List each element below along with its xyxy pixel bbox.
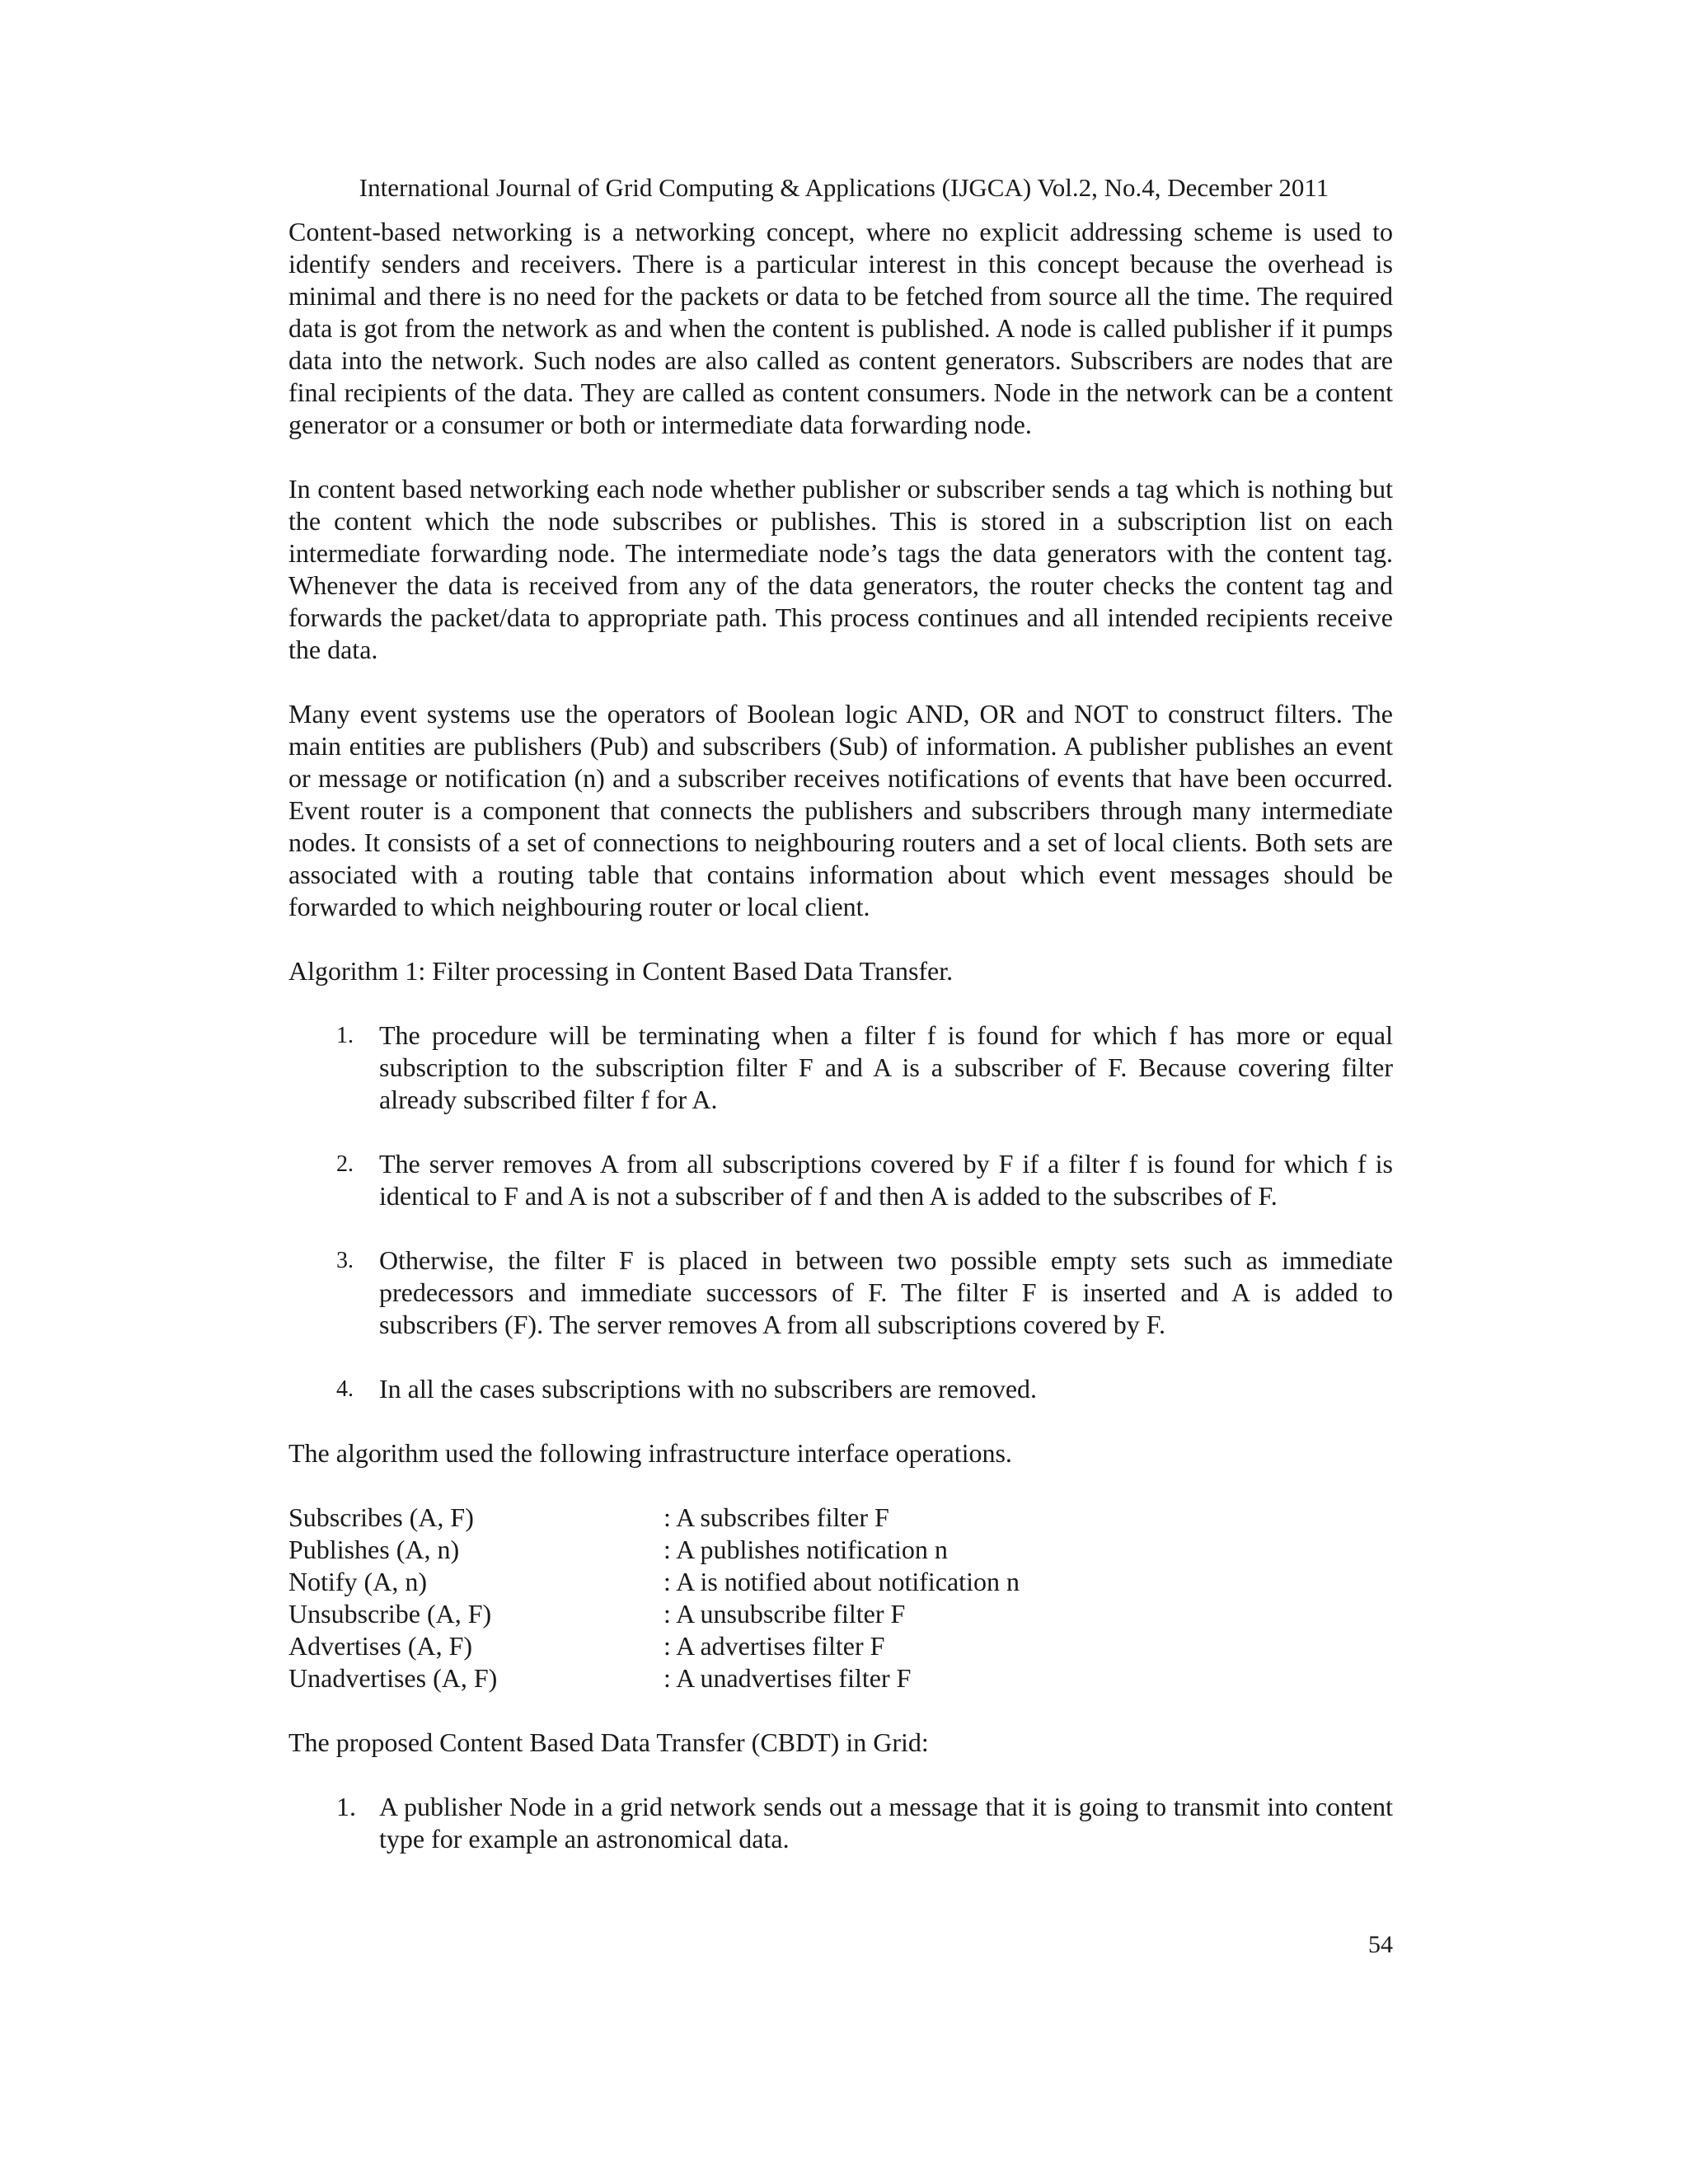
page-content: [288, 216, 1393, 1887]
operations-intro: The algorithm used the following infrastructure interface operations.: [288, 1438, 1012, 1468]
table-row: [288, 1566, 1020, 1598]
operation-description: : A unsubscribe filter F: [663, 1599, 906, 1629]
table-row: [288, 1662, 1020, 1694]
paragraph-event-systems: Many event systems use the operators of Boolean logic AND, OR and NOT to construct filters. The main entities are publishers (Pub) and subscribers (Sub) of information. A publisher publishes an event or message or notification (n) and a subscriber receives notifications of events that have been occurred. Event router is a component that connects the publishers and subscribers through many intermediate nodes. It consists of a set of connections to neighbouring routers and a set of local clients. Both sets are associated with a routing table that contains information about which event messages should be forwarded to which neighbouring router or local client.: [288, 699, 1393, 921]
paragraph-tagging: In content based networking each node whether publisher or subscriber sends a tag which is nothing but the content which the node subscribes or publishes. This is stored in a subscription list on each intermediate forwarding node. The intermediate node’s tags the data generators with the content tag. Whenever the data is received from any of the data generators, the router checks the content tag and forwards the packet/data to appropriate path. This process continues and all intended recipients receive the data.: [288, 474, 1393, 664]
list-item-number: 1.: [336, 1023, 354, 1048]
list-item: [288, 1373, 1393, 1405]
list-item-number: 1.: [336, 1792, 356, 1821]
operation-name: Unadvertises (A, F): [288, 1663, 498, 1693]
list-item-text: In all the cases subscriptions with no subscribers are removed.: [379, 1374, 1038, 1404]
journal-header: International Journal of Grid Computing & Applications (IJGCA) Vol.2, No.4, December 2011: [359, 173, 1329, 202]
operation-description: : A subscribes filter F: [663, 1502, 889, 1532]
list-item: [288, 1019, 1393, 1116]
cbdt-steps: [288, 1791, 1393, 1855]
paragraph-content-based-networking: Content-based networking is a networking concept, where no explicit addressing scheme is used to identify senders and receivers. There is a particular interest in this concept because the overhead is minimal and there is no need for the packets or data to be fetched from source all the time. The required data is got from the network as and when the content is published. A node is called publisher if it pumps data into the network. Such nodes are also called as content generators. Subscribers are nodes that are final recipients of the data. They are called as content consumers. Node in the network can be a content generator or a consumer or both or intermediate data forwarding node.: [288, 217, 1393, 439]
operation-name: Publishes (A, n): [288, 1535, 460, 1564]
operation-description: : A is notified about notification n: [663, 1567, 1020, 1596]
algorithm-title: Algorithm 1: Filter processing in Content Based Data Transfer.: [288, 956, 954, 986]
operation-description: : A advertises filter F: [663, 1631, 885, 1661]
list-item-number: 3.: [336, 1248, 354, 1273]
operations-table: [288, 1502, 1020, 1694]
list-item: [288, 1148, 1393, 1212]
list-item-text: A publisher Node in a grid network sends out a message that it is going to transmit into content type for example an astronomical data.: [379, 1792, 1393, 1854]
operation-description: : A publishes notification n: [663, 1535, 948, 1564]
list-item-text: The procedure will be terminating when a filter f is found for which f has more or equal subscription to the subscription filter F and A is a subscriber of F. Because covering filter already subscribed filter f for A.: [379, 1020, 1393, 1114]
list-item-number: 2.: [336, 1151, 354, 1177]
list-item-number: 4.: [336, 1376, 354, 1402]
page-number: 54: [1368, 1931, 1393, 1958]
table-row: [288, 1598, 1020, 1630]
operation-name: Unsubscribe (A, F): [288, 1599, 492, 1629]
operation-name: Subscribes (A, F): [288, 1502, 474, 1532]
list-item: [288, 1791, 1393, 1855]
list-item: [288, 1244, 1393, 1341]
algorithm-steps: [288, 1019, 1393, 1405]
operation-name: Notify (A, n): [288, 1567, 427, 1596]
operation-description: : A unadvertises filter F: [663, 1663, 912, 1693]
table-row: [288, 1502, 1020, 1534]
operation-name: Advertises (A, F): [288, 1631, 473, 1661]
list-item-text: The server removes A from all subscriptions covered by F if a filter f is found for which f is identical to F and A is not a subscriber of f and then A is added to the subscribes of F.: [379, 1149, 1393, 1211]
table-row: [288, 1534, 1020, 1566]
list-item-text: Otherwise, the filter F is placed in between two possible empty sets such as immediate predecessors and immediate successors of F. The filter F is inserted and A is added to subscribers (F). The server removes A from all subscriptions covered by F.: [379, 1245, 1393, 1339]
table-row: [288, 1630, 1020, 1662]
cbdt-title: The proposed Content Based Data Transfer (CBDT) in Grid:: [288, 1727, 929, 1757]
